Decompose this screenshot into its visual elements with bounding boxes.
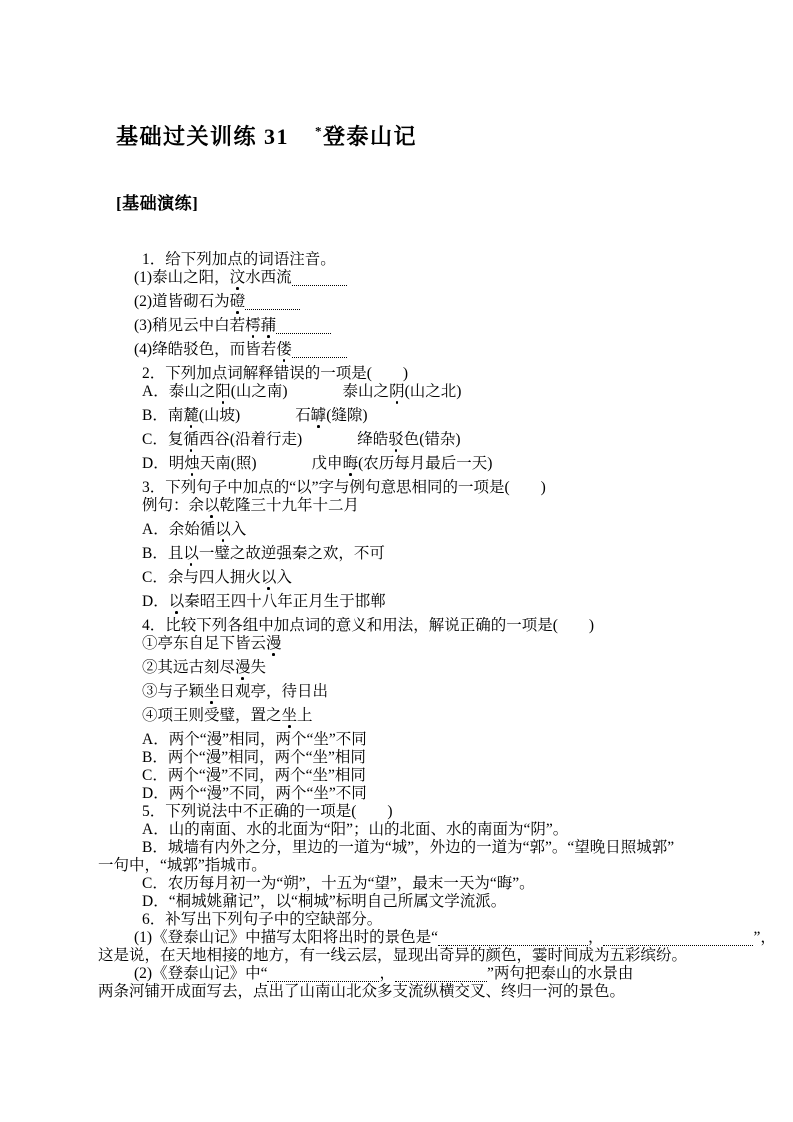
- text-run: (1)泰山之阳，: [134, 269, 230, 286]
- text-line: [98, 317, 705, 341]
- text-run: ③与子颖: [142, 683, 205, 700]
- emphasized-char: 以: [183, 545, 199, 562]
- text-run: (山坡): [198, 407, 241, 424]
- text-line: [98, 731, 705, 749]
- emphasized-char: 循: [183, 431, 199, 448]
- text-run: 日观亭，待日出: [219, 683, 329, 700]
- text-line: [98, 593, 705, 617]
- text-run: C．农历每月初一为“朔”，十五为“望”，最末一天为“晦”。: [142, 875, 535, 892]
- text-line: [98, 545, 705, 569]
- text-run: ②其远古刻尽: [142, 659, 236, 676]
- text-run: (缝隙): [326, 407, 368, 424]
- text-line: [98, 893, 705, 911]
- text-run: 绛皓: [357, 431, 389, 448]
- emphasized-char: 罅: [310, 407, 327, 424]
- text-run: 水西流: [245, 269, 292, 286]
- text-run: (1)《登泰山记》中描写太阳将出时的景色是“: [134, 929, 438, 946]
- text-run: B．南: [142, 407, 184, 424]
- text-run: D．明: [142, 455, 185, 472]
- text-run: (3)稍见云中白若: [134, 317, 246, 334]
- text-line: [98, 947, 705, 965]
- emphasized-char: 麓: [183, 407, 199, 424]
- text-run: 4．比较下列各组中加点词的意义和用法，解说正确的一项是( ): [142, 617, 595, 634]
- text-run: A．两个“漫”相同，两个“坐”不同: [142, 731, 367, 748]
- text-run: D．“桐城姚鼐记”，以“桐城”标明自己所属文学流派。: [142, 893, 507, 910]
- text-line: [98, 707, 705, 731]
- text-run: 1．给下列加点的词语注音。: [142, 251, 336, 268]
- answer-blank: [276, 320, 331, 334]
- text-run: 3．下列句子中加点的“以”字与例句意思相同的一项是( ): [142, 479, 546, 496]
- text-line: [98, 269, 705, 293]
- emphasized-char: 烛: [184, 455, 200, 472]
- emphasized-char: 以: [204, 497, 220, 514]
- text-line: [98, 911, 705, 929]
- emphasized-char: 阴: [389, 383, 405, 400]
- text-run: 天南(照): [199, 455, 257, 472]
- answer-blank: [245, 296, 300, 310]
- emphasized-char: 驳: [388, 431, 404, 448]
- text-run: 例句：余: [142, 497, 205, 514]
- text-line: [98, 251, 705, 269]
- exercise-body: [98, 251, 776, 1001]
- emphasized-char: 漫: [266, 635, 282, 652]
- text-run: 石: [295, 407, 311, 424]
- text-run: A．泰山之: [142, 383, 216, 400]
- emphasized-char: 以: [215, 521, 231, 538]
- text-run: 一句中，“城郭”指城市。: [98, 857, 267, 874]
- text-line: [98, 365, 705, 383]
- text-run: ④项王则受璧，置之: [142, 707, 282, 724]
- text-run: 这是说，在天地相接的地方，有一线云层，显现出奇异的颜色，霎时间成为五彩缤纷。: [98, 947, 688, 964]
- text-run: C．复: [142, 431, 184, 448]
- text-run: 5．下列说法中不正确的一项是( ): [142, 803, 393, 820]
- text-line: [98, 803, 705, 821]
- title-right: 登泰山记: [323, 124, 418, 149]
- text-line: [98, 839, 705, 857]
- text-line: [98, 659, 705, 683]
- emphasized-char: 阳: [215, 383, 231, 400]
- text-run: ”两句把泰山的水景由: [486, 965, 634, 982]
- text-run: ，: [587, 929, 604, 946]
- text-line: [98, 407, 705, 431]
- answer-blank: [438, 932, 588, 946]
- text-run: 入: [230, 521, 247, 538]
- text-line: [98, 479, 705, 497]
- emphasized-char: 晦: [342, 455, 359, 472]
- text-run: A．山的南面、水的北面为“阳”；山的北面、水的南面为“阴”。: [142, 821, 569, 838]
- emphasized-char: 蒱: [260, 317, 277, 334]
- text-line: [98, 983, 705, 1001]
- text-line: [98, 341, 705, 365]
- text-line: [98, 293, 705, 317]
- text-run: C．余与四人拥火: [142, 569, 261, 586]
- emphasized-char: 磴: [229, 293, 246, 310]
- section-header: [基础演练]: [116, 194, 199, 213]
- text-line: [98, 431, 705, 455]
- text-line: [98, 857, 705, 875]
- text-run: 一璧之故逆强秦之欢，不可: [198, 545, 385, 562]
- text-line: [98, 569, 705, 593]
- text-run: 戊申: [311, 455, 343, 472]
- text-line: [98, 875, 705, 893]
- text-line: [98, 767, 705, 785]
- emphasized-char: 以: [168, 593, 185, 610]
- text-line: [98, 497, 705, 521]
- answer-blank: [292, 344, 347, 358]
- emphasized-char: 汶: [229, 269, 246, 286]
- text-run: D．两个“漫”不同，两个“坐”不同: [142, 785, 367, 802]
- text-run: (4)绛皓驳色，而皆若: [134, 341, 277, 358]
- text-line: [98, 617, 705, 635]
- text-run: (农历每月最后一天): [358, 455, 493, 472]
- text-run: (山之南): [230, 383, 288, 400]
- emphasized-char: 坐: [204, 683, 220, 700]
- text-run: B．且: [142, 545, 184, 562]
- text-line: [98, 749, 705, 767]
- text-run: ①亭东自足下皆云: [142, 635, 267, 652]
- answer-blank: [267, 968, 379, 982]
- document-title: [116, 120, 705, 151]
- text-run: 6．补写出下列句子中的空缺部分。: [142, 911, 383, 928]
- text-run: C．两个“漫”不同，两个“坐”相同: [142, 767, 366, 784]
- text-run: (2)《登泰山记》中“: [134, 965, 268, 982]
- text-run: (山之北): [404, 383, 462, 400]
- text-line: [98, 965, 705, 983]
- text-run: ”，: [753, 929, 776, 946]
- text-run: ，: [379, 965, 395, 982]
- text-run: 入: [276, 569, 292, 586]
- text-run: D．: [142, 593, 169, 610]
- text-run: 失: [250, 659, 267, 676]
- answer-blank: [292, 272, 347, 286]
- text-run: 西谷(沿着行走): [198, 431, 303, 448]
- text-line: [98, 521, 705, 545]
- text-line: [98, 455, 705, 479]
- text-line: [98, 383, 705, 407]
- text-run: 色(错杂): [403, 431, 461, 448]
- text-run: B．城墙有内外之分，里边的一道为“城”，外边的一道为“郭”。“望晚日照城郭”: [142, 839, 675, 856]
- text-run: B．两个“漫”相同，两个“坐”相同: [142, 749, 366, 766]
- text-line: [98, 683, 705, 707]
- text-run: 2．下列加点词解释错误的一项是( ): [142, 365, 409, 382]
- text-run: 泰山之: [342, 383, 390, 400]
- text-line: [98, 821, 705, 839]
- answer-blank: [395, 968, 487, 982]
- answer-blank: [603, 932, 753, 946]
- emphasized-char: 漫: [235, 659, 251, 676]
- text-line: [98, 635, 705, 659]
- emphasized-char: 以: [260, 569, 277, 586]
- text-run: 上: [297, 707, 313, 724]
- title-left: 基础过关训练 31: [116, 124, 290, 149]
- emphasized-char: 樗: [245, 317, 261, 334]
- text-run: (2)道皆砌石为: [134, 293, 230, 310]
- text-run: A．余始循: [142, 521, 216, 538]
- emphasized-char: 坐: [281, 707, 298, 724]
- text-run: 秦昭王四十八年正月生于邯郸: [184, 593, 386, 610]
- text-run: 两条河铺开成面写去，点出了山南山北众多支流纵横交叉、终归一河的景色。: [98, 983, 626, 1000]
- text-line: [98, 929, 776, 947]
- emphasized-char: 偻: [276, 341, 292, 358]
- text-run: 乾隆三十九年十二月: [219, 497, 360, 514]
- title-asterisk: *: [315, 123, 324, 139]
- text-line: [98, 785, 705, 803]
